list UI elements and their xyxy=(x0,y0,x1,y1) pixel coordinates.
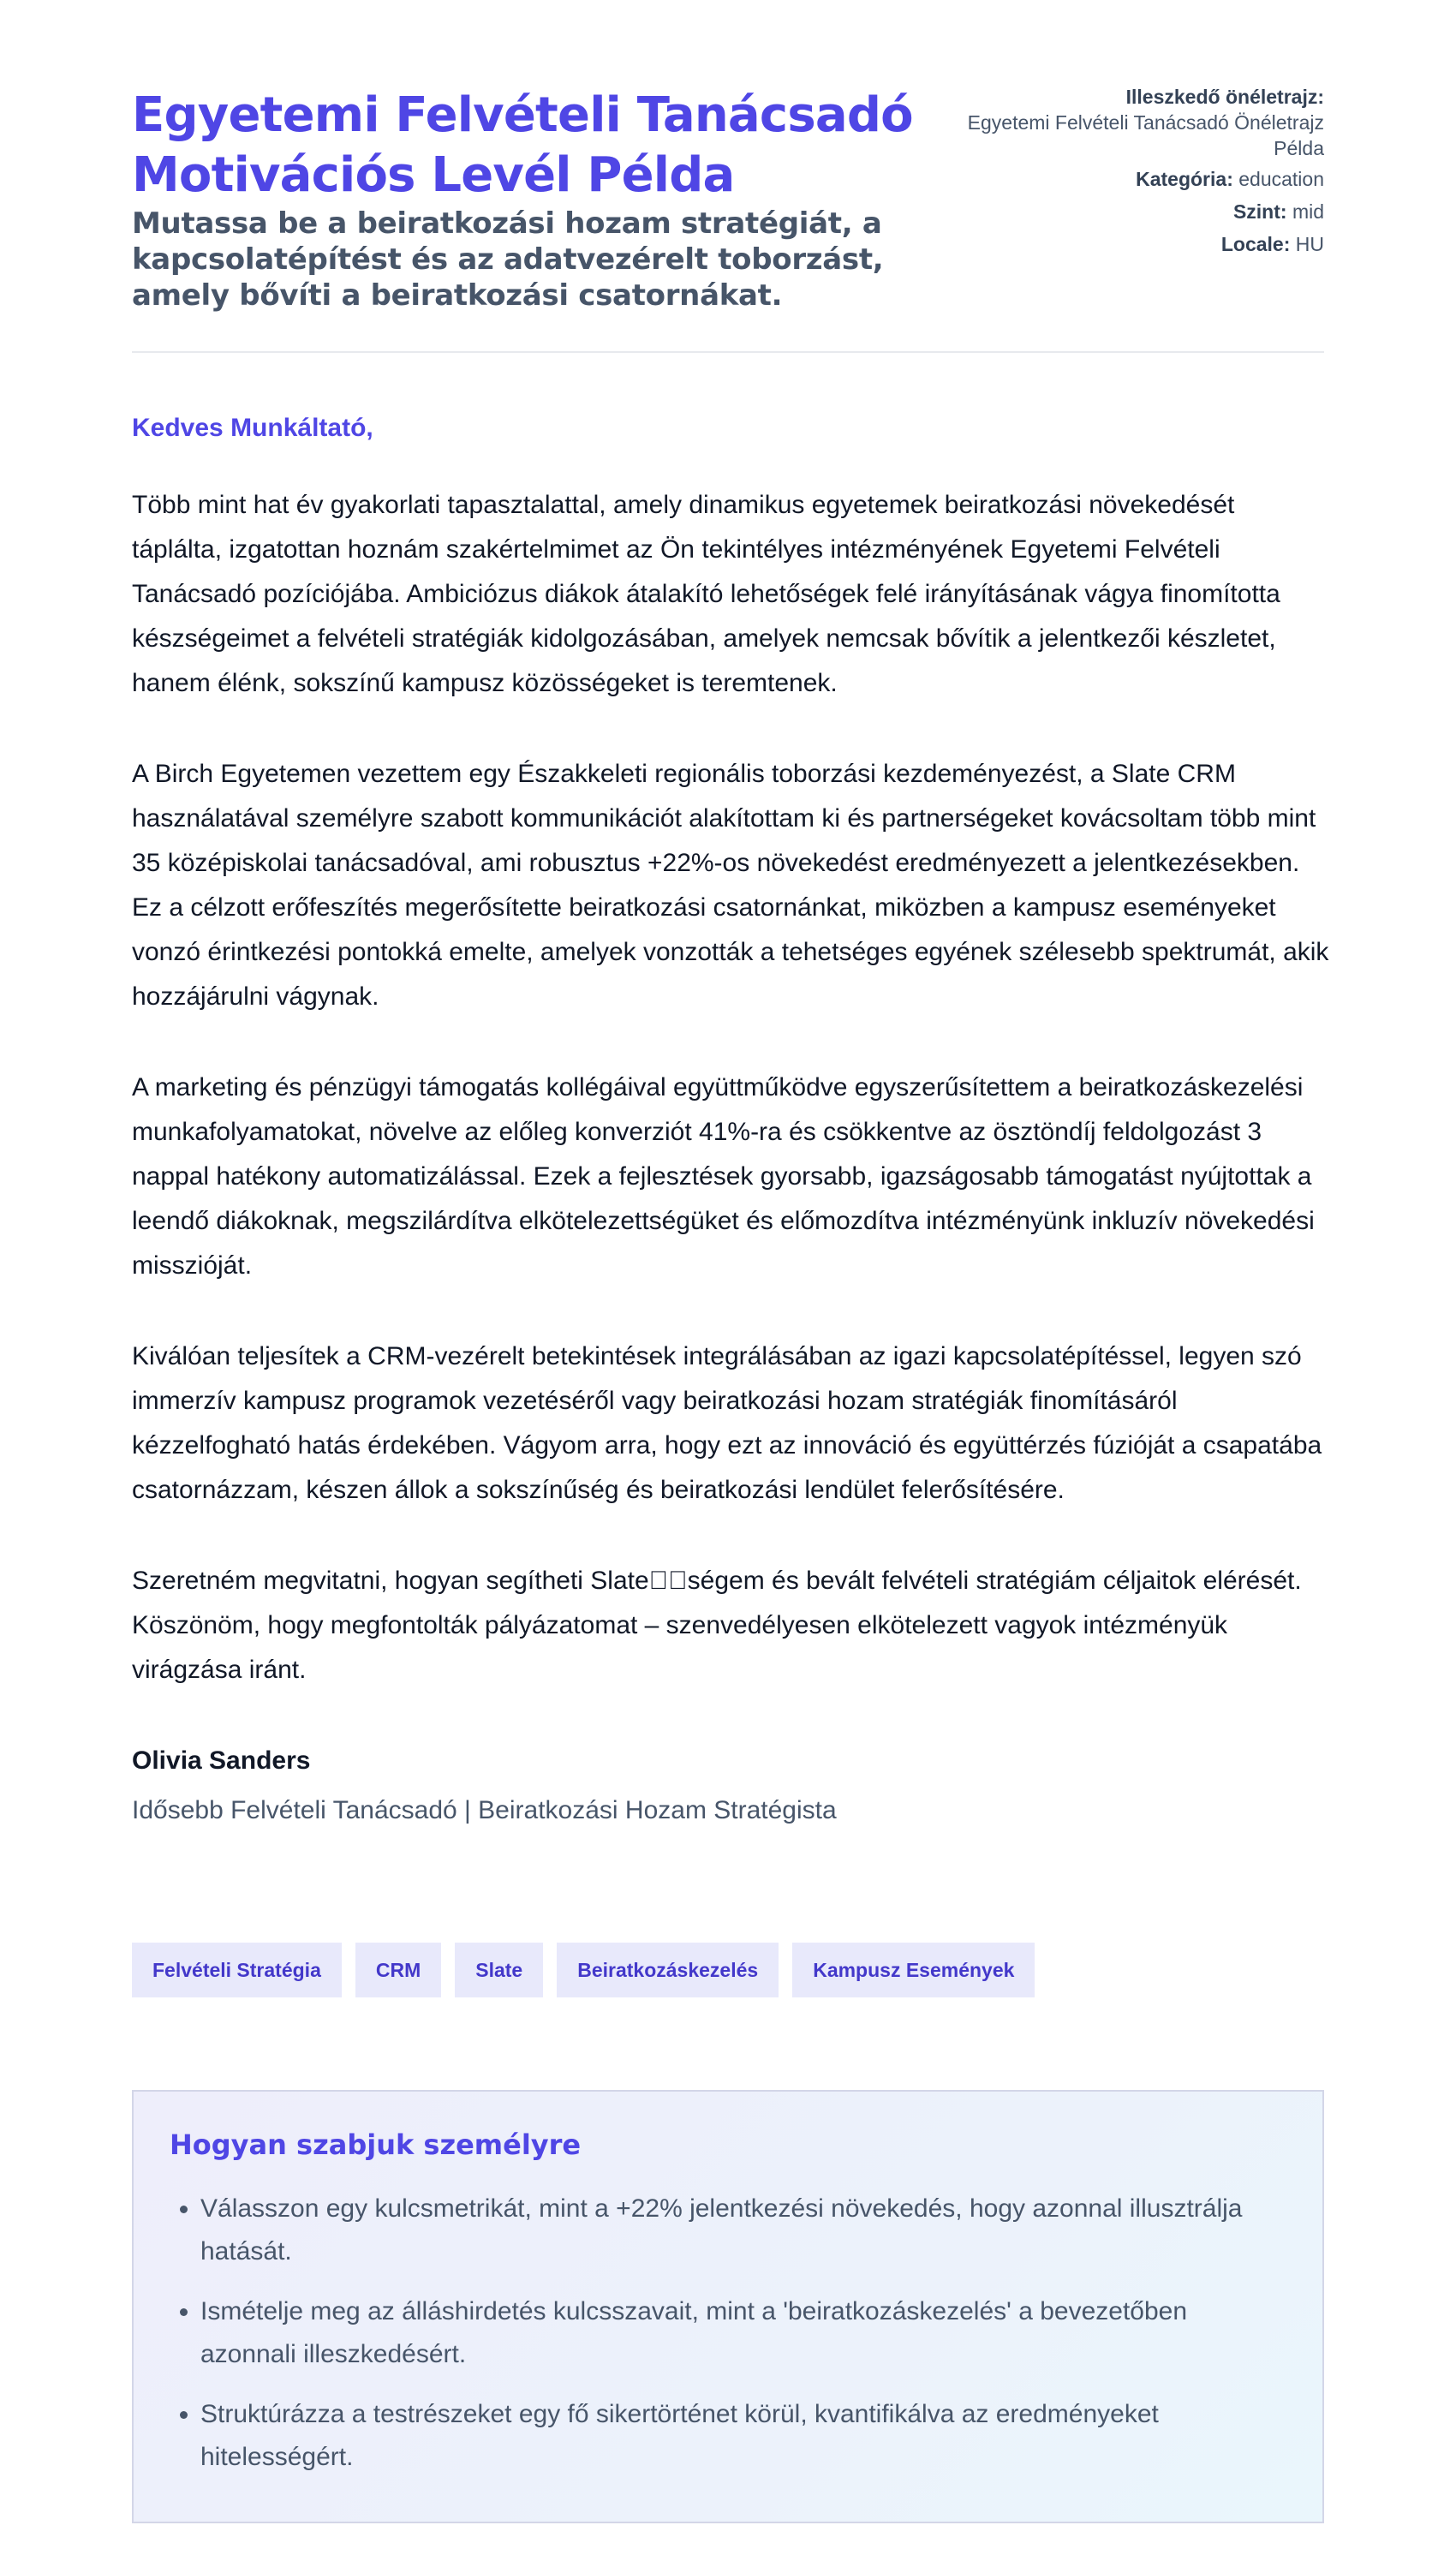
header xyxy=(132,79,1324,313)
page-subtitle: Mutassa be a beiratkozási hozam stratégiát, a kapcsolatépítést és az adatvezérelt toborzást, amely bővíti a beiratkozási csatornákat. xyxy=(132,206,884,313)
tips-title: Hogyan szabjuk személyre xyxy=(170,2128,582,2161)
tip-item: • Ismételje meg az álláshirdetés kulcsszavait, mint a 'beiratkozáskezelés' a bevezetőben azonnali illeszkedésért. xyxy=(200,2290,1288,2376)
meta-locale-label: Locale: xyxy=(1220,233,1291,255)
tip-item: • Struktúrázza a testrészeket egy fő sikertörténet körül, kvantifikálva az eredményeket hitelességért. xyxy=(200,2393,1288,2479)
meta-level xyxy=(964,199,1324,224)
tag: Slate xyxy=(455,1943,543,1997)
tag-list xyxy=(132,1943,1035,1997)
tip-item: • Válasszon egy kulcsmetrikát, mint a +22% jelentkezési növekedés, hogy azonnal illusztrálja hatását. xyxy=(200,2188,1288,2273)
paragraph: Több mint hat év gyakorlati tapasztalattal, amely dinamikus egyetemek beiratkozási növekedését táplálta, izgatottan hoznám szakértelmimet az Ön tekintélyes intézményének Egyetemi Felvételi Tanácsadó pozíciójába. Ambiciózus diákok átalakító lehetőségek felé irányításának vágya finomította készségeimet a felvételi stratégiák kidolgozásában, amelyek nemcsak bővítik a jelentkezői készletet, hanem élénk, sokszínű kampusz közösségeket is teremtenek. xyxy=(132,491,1280,697)
meta-level-value: mid xyxy=(1292,200,1324,223)
paragraph: Szeretném megvitatni, hogyan segítheti Slate􏰀􏰀ségem és bevált felvételi stratégiám céljaitok elérését. Köszönöm, hogy megfontolták pályázatomat – szenvedélyesen elkötelezett vagyok intézményük virágzása iránt. xyxy=(132,1567,1302,1684)
tag: Kampusz Események xyxy=(792,1943,1035,1997)
paragraph: A Birch Egyetemen vezettem egy Északkeleti regionális toborzási kezdeményezést, a Slate CRM használatával személyre szabott kommunikációt alakítottam ki és partnerségeket kovácsoltam több mint 35 középiskolai tanácsadóval, ami robusztus +22%-os növekedést eredményezett a jelentkezésekben. Ez a célzott erőfeszítés megerősítette beiratkozási csatornánkat, miközben a kampusz eseményeket vonzó érintkezési pontokká emelte, amelyek vonzották a tehetséges egyének szélesebb spektrumát, akik hozzájárulni vágynak. xyxy=(132,760,1329,1011)
meta-locale xyxy=(964,231,1324,257)
salutation: Kedves Munkáltató, xyxy=(132,414,373,442)
tag: CRM xyxy=(355,1943,441,1997)
signer-name: Olivia Sanders xyxy=(132,1746,311,1775)
meta-resume-value: Egyetemi Felvételi Tanácsadó Önéletrajz Példa xyxy=(967,111,1324,159)
meta-level-label: Szint: xyxy=(1232,200,1287,223)
title-block xyxy=(132,79,937,313)
signer-title: Idősebb Felvételi Tanácsadó | Beiratkozási Hozam Stratégista xyxy=(132,1796,837,1824)
tips-list xyxy=(170,2188,1288,2479)
tips-box xyxy=(132,2090,1324,2523)
meta-resume-label: Illeszkedő önéletrajz: xyxy=(1125,86,1324,108)
header-divider xyxy=(132,351,1324,353)
page-title: Egyetemi Felvételi Tanácsadó Motivációs Levél Példa xyxy=(132,87,913,203)
meta-category-label: Kategória: xyxy=(1136,168,1233,190)
meta-category-value: education xyxy=(1238,168,1324,190)
meta-locale-value: HU xyxy=(1295,233,1324,255)
paragraph: Kiválóan teljesítek a CRM-vezérelt betekintések integrálásában az igazi kapcsolatépítéssel, legyen szó immerzív kampusz programok vezetéséről vagy beiratkozási hozam stratégiák finomításáról kézzelfogható hatás érdekében. Vágyom arra, hogy ezt az innováció és együttérzés fúzióját a csapatába csatornázzam, készen állok a sokszínűség és beiratkozási lendület felerősítésére. xyxy=(132,1342,1322,1504)
meta-category xyxy=(964,166,1324,192)
tag: Beiratkozáskezelés xyxy=(557,1943,779,1997)
paragraph: A marketing és pénzügyi támogatás kollégáival együttműködve egyszerűsítettem a beiratkozáskezelési munkafolyamatokat, növelve az előleg konverziót 41%-ra és csökkentve az ösztöndíj feldolgozást 3 nappal hatékony automatizálással. Ezek a fejlesztések gyorsabb, igazságosabb támogatást nyújtottak a leendő diákoknak, megszilárdítva elkötelezettségüket és előmozdítva intézményünk inkluzív növekedési misszióját. xyxy=(132,1073,1315,1280)
meta-panel xyxy=(964,79,1324,264)
tag: Felvételi Stratégia xyxy=(132,1943,342,1997)
meta-resume xyxy=(964,84,1324,161)
letter-body xyxy=(132,411,1331,1828)
